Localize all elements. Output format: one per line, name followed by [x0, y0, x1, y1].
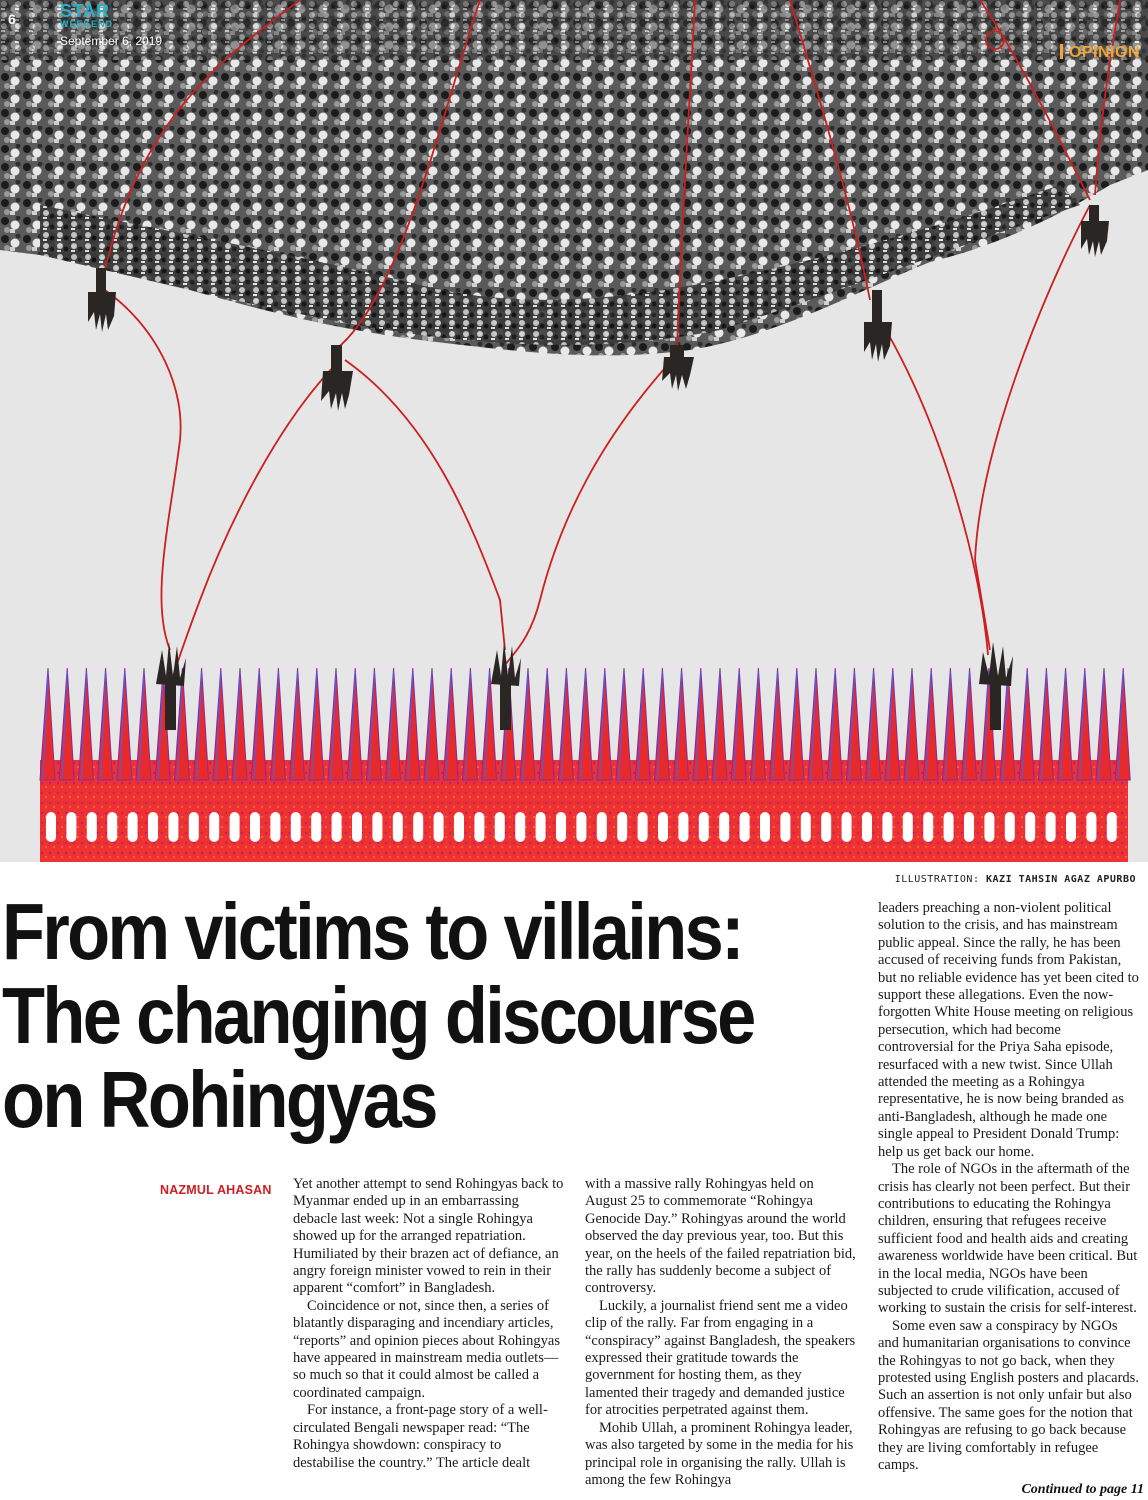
- fence-window: [209, 812, 219, 842]
- fence-window: [434, 812, 444, 842]
- fence-window: [740, 812, 750, 842]
- fence-window: [638, 812, 648, 842]
- fence-window: [903, 812, 913, 842]
- fence-window: [495, 812, 505, 842]
- fence-window: [148, 812, 158, 842]
- paragraph: Yet another attempt to send Rohingyas back to Myanmar ended up in an embarrassing debacle last week: Not a single Rohingya showed up for the arranged repatriation. Humiliated by their brazen act of defiance, an angry foreign minister vowed to rein in their apparent “comfort” in Bangladesh.: [293, 1176, 564, 1297]
- fence-window: [230, 812, 240, 842]
- fence-window: [474, 812, 484, 842]
- paragraph: Mohib Ullah, a prominent Rohingya leader, was also targeted by some in the media for his principal role in organising the rally. Ullah is among the few Rohingya: [585, 1419, 854, 1488]
- paragraph: The role of NGOs in the aftermath of the crisis has clearly not been perfect. But their contributions to educating the Rohingya children, ensuring that refugees receive sufficient food and health aids and creating awareness worldwide have been critical. But in the local media, NGOs have been subjected to crude vilification, accused of working to sustain the crisis for self-interest.: [878, 1161, 1138, 1317]
- fence-window: [311, 812, 321, 842]
- brand-subtitle: WEEKEND: [60, 19, 114, 29]
- fence-window: [87, 812, 97, 842]
- issue-date: September 6, 2019: [60, 34, 163, 48]
- fence-window: [413, 812, 423, 842]
- credit-prefix: ILLUSTRATION:: [894, 874, 980, 885]
- fence-window: [46, 812, 56, 842]
- paragraph: with a massive rally Rohingyas held on August 25 to commemorate “Rohingya Genocide Day.” Rohingyas around the world observed the day previous year, too. But this year, on the heels of the failed repatriation bid, the rally has suddenly become a subject of controversy.: [585, 1176, 856, 1297]
- red-fence: [40, 668, 1130, 862]
- brand-name: STAR: [60, 1, 110, 21]
- fence-window: [944, 812, 954, 842]
- fence-window: [760, 812, 770, 842]
- fence-window: [270, 812, 280, 842]
- fence-window: [719, 812, 729, 842]
- article-column-3: [878, 900, 1140, 1474]
- headline: [2, 887, 759, 1144]
- fence-window: [536, 812, 546, 842]
- fence-window: [352, 812, 362, 842]
- continued-link[interactable]: Continued to page 11: [1021, 1482, 1144, 1497]
- fence-window: [678, 812, 688, 842]
- fence-window: [862, 812, 872, 842]
- fence-window: [189, 812, 199, 842]
- headline-line-1: From victims to villains:: [2, 887, 742, 976]
- fence-window: [658, 812, 668, 842]
- fence-window: [1066, 812, 1076, 842]
- fence-window: [801, 812, 811, 842]
- fence-window: [821, 812, 831, 842]
- fence-window: [842, 812, 852, 842]
- fence-window: [372, 812, 382, 842]
- fence-window: [1107, 812, 1117, 842]
- paragraph: Some even saw a conspiracy by NGOs and humanitarian organisations to convince the Rohingyas to not go back, when they protested using English posters and placards. Such an assertion is not only unfair but also offensive. The same goes for the notion that Rohingyas are refusing to go back because they are living comfortably in refugee camps.: [878, 1317, 1139, 1473]
- fence-window: [984, 812, 994, 842]
- article-column-2: [585, 1176, 857, 1489]
- fence-window: [332, 812, 342, 842]
- fence-window: [964, 812, 974, 842]
- paragraph: Coincidence or not, since then, a series of blatantly disparaging and incendiary articles, “reports” and opinion pieces about Rohingyas have appeared in mainstream media outlets—so much so that it could almost be called a coordinated campaign.: [293, 1297, 560, 1401]
- fence-window: [1005, 812, 1015, 842]
- fence-window: [454, 812, 464, 842]
- headline-line-2: The changing discourse: [2, 971, 754, 1060]
- credit-name: KAZI TAHSIN AGAZ APURBO: [986, 874, 1136, 885]
- fence-window: [576, 812, 586, 842]
- article-column-1: [293, 1176, 565, 1472]
- fence-window: [250, 812, 260, 842]
- paragraph: Luckily, a journalist friend sent me a video clip of the rally. Far from engaging in a “conspiracy” against Bangladesh, the speakers expressed their gratitude towards the government for hosting them, as they lamented their tragedy and demanded justice for atrocities perpetrated against them.: [585, 1297, 856, 1419]
- fence-window: [515, 812, 525, 842]
- page-number: 6: [8, 11, 16, 27]
- fence-window: [617, 812, 627, 842]
- section-label: [1060, 44, 1140, 62]
- fence-window: [556, 812, 566, 842]
- fence-window: [168, 812, 178, 842]
- fence-window: [1086, 812, 1096, 842]
- fence-window: [1025, 812, 1035, 842]
- section-bar: [1060, 44, 1063, 59]
- fence-window: [66, 812, 76, 842]
- paragraph: leaders preaching a non-violent political solution to the crisis, and has mainstream public appeal. Since the rally, he has been accused of receiving funds from Pakistan, but no reliable evidence has yet been cited to support these allegations. Even the now-forgotten White House meeting on religious persecution, which had become controversial for the Priya Saha episode, resurfaced with a new twist. Since Ullah attended the meeting as a Rohingya representative, he is now being branded as anti-Bangladesh, although he made one single appeal to President Donald Trump: help us get back our home.: [878, 900, 1139, 1160]
- fence-window: [780, 812, 790, 842]
- fence-window: [699, 812, 709, 842]
- byline: NAZMUL AHASAN: [160, 1183, 272, 1197]
- fence-window: [923, 812, 933, 842]
- headline-line-3: on Rohingyas: [2, 1055, 436, 1144]
- fence-window: [597, 812, 607, 842]
- fence-window: [882, 812, 892, 842]
- paragraph: For instance, a front-page story of a well-circulated Bengali newspaper read: “The Rohingya showdown: conspiracy to destabilise the country.” The article dealt: [293, 1402, 548, 1471]
- fence-window: [291, 812, 301, 842]
- fence-window: [1046, 812, 1056, 842]
- illustration-credit: [895, 874, 1136, 885]
- fence-window: [107, 812, 117, 842]
- fence-window: [128, 812, 138, 842]
- fence-window: [393, 812, 403, 842]
- section-label-text: OPINION: [1068, 44, 1140, 61]
